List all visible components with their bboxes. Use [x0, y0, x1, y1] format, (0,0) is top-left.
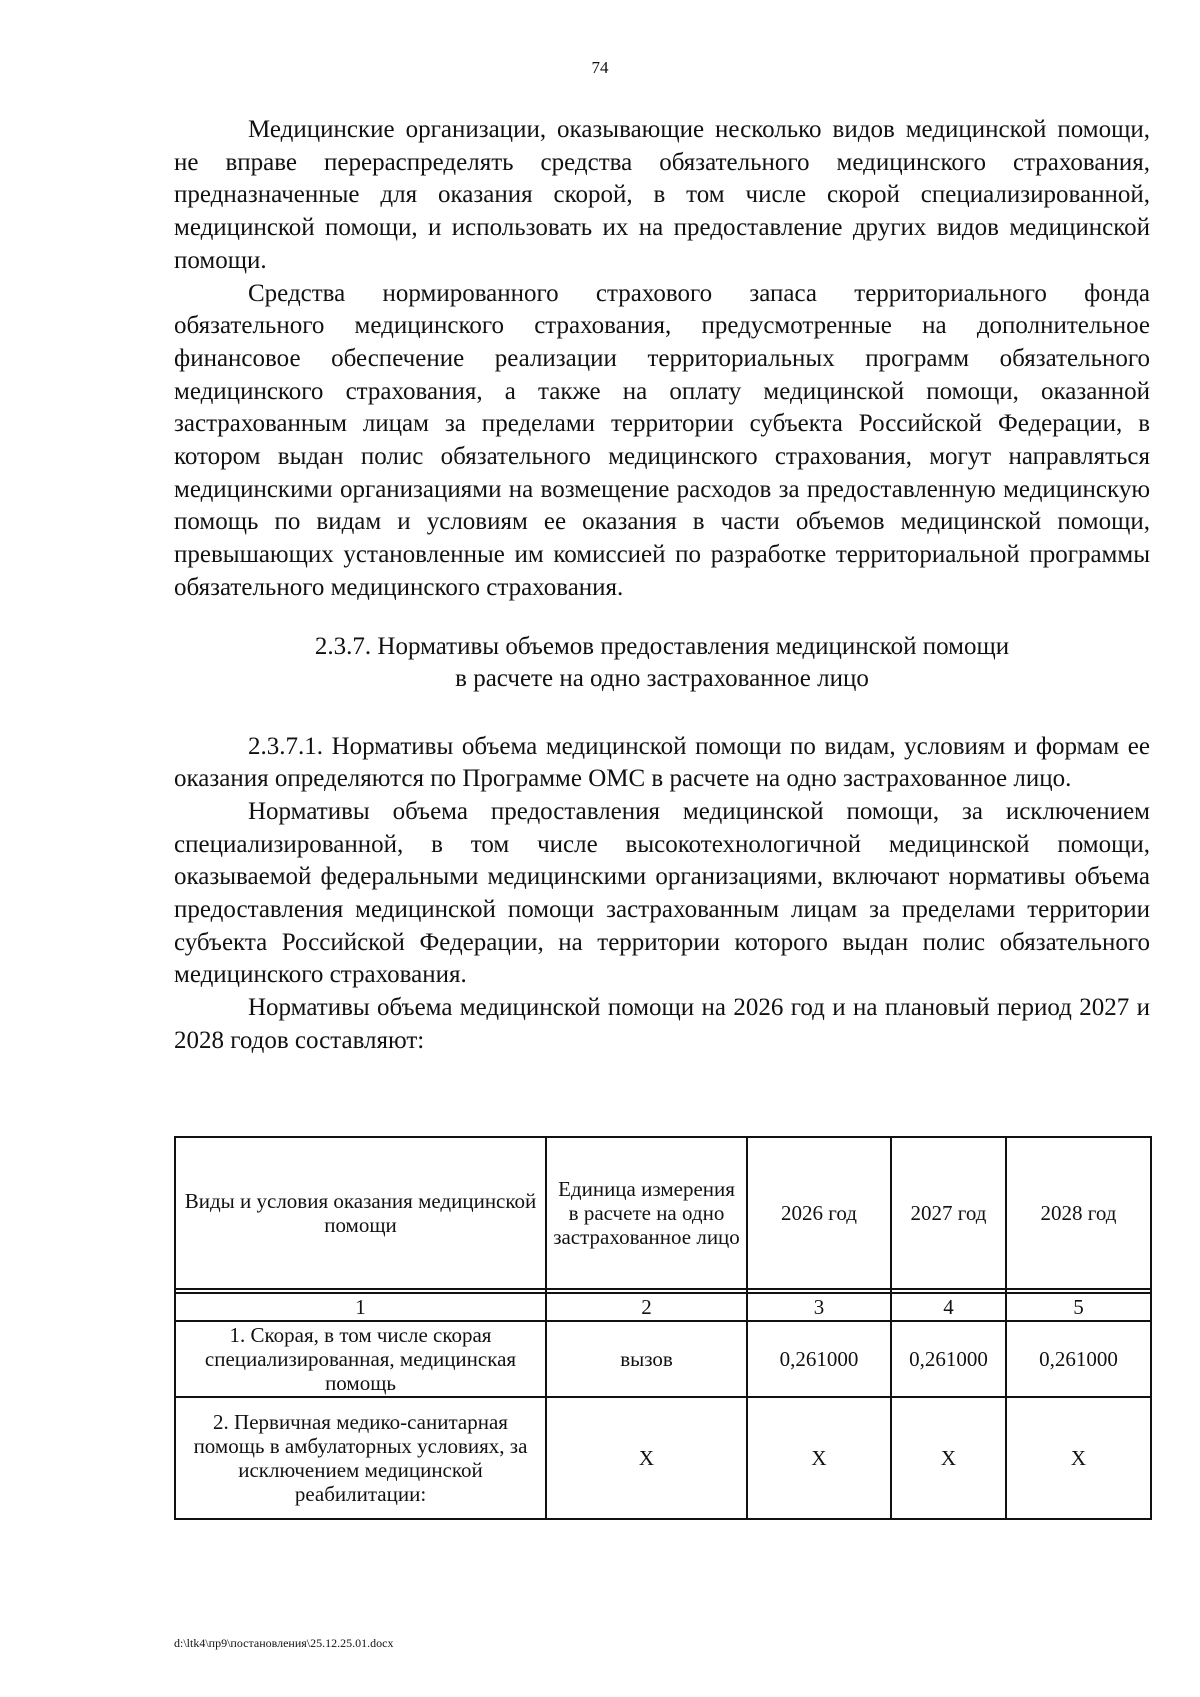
table-column-number: 5	[1006, 1293, 1151, 1321]
document-body	[174, 114, 1150, 1058]
table-header-cell: 2027 год	[891, 1137, 1006, 1289]
table-header-row	[175, 1137, 1151, 1289]
table-header-cell: Единица измерения в расчете на одно застрахованное лицо	[546, 1137, 747, 1289]
paragraph: 2.3.7.1. Нормативы объема медицинской помощи по видам, условиям и формам ее оказания определяются по Программе ОМС в расчете на одно застрахованное лицо.	[174, 732, 1150, 793]
paragraph: Медицинские организации, оказывающие несколько видов медицинской помощи, не вправе перераспределять средства обязательного медицинского страхования, предназначенные для оказания скорой, в том числе скорой специализированной, медицинской помощи, и использовать их на предоставление других видов медицинской помощи.	[174, 116, 1150, 274]
section-heading	[174, 631, 1150, 695]
table-cell: Х	[747, 1397, 891, 1519]
table-row	[175, 1397, 1151, 1519]
section-heading-line: 2.3.7. Нормативы объемов предоставления медицинской помощи	[314, 632, 1010, 660]
paragraph: Нормативы объема медицинской помощи на 2026 год и на плановый период 2027 и 2028 годов составляют:	[174, 994, 1150, 1054]
section-heading-line: в расчете на одно застрахованное лицо	[455, 664, 869, 692]
table-column-number-row	[175, 1293, 1151, 1321]
paragraph: Средства нормированного страхового запаса территориального фонда обязательного медицинского страхования, предусмотренные на дополнительное финансовое обеспечение реализации территориальных программ обязательного медицинского страхования, а также на оплату медицинской помощи, оказанной застрахованным лицам за пределами территории субъекта Российской Федерации, в котором выдан полис обязательного медицинского страхования, могут направляться медицинскими организациями на возмещение расходов за предоставленную медицинскую помощь по видам и условиям ее оказания в части объемов медицинской помощи, превышающих установленные им комиссией по разработке территориальной программы обязательного медицинского страхования.	[174, 279, 1150, 601]
table-cell: Х	[1006, 1397, 1151, 1519]
table-column-number: 1	[175, 1293, 546, 1321]
table-column-number: 4	[891, 1293, 1006, 1321]
table-cell: Х	[546, 1397, 747, 1519]
table-header-cell: 2028 год	[1006, 1137, 1151, 1289]
page-number: 74	[591, 58, 609, 77]
table-row	[175, 1321, 1151, 1397]
table-header-cell: Виды и условия оказания медицинской помощи	[175, 1137, 546, 1289]
table-cell: 0,261000	[891, 1321, 1006, 1397]
table-column-number: 2	[546, 1293, 747, 1321]
footer-file-path: d:\ltk4\пр9\постановления\25.12.25.01.docx	[174, 1636, 394, 1650]
table-cell: Х	[891, 1397, 1006, 1519]
table-cell: 2. Первичная медико-санитарная помощь в амбулаторных условиях, за исключением медицинской реабилитации:	[175, 1397, 546, 1519]
table-cell: вызов	[546, 1321, 747, 1397]
volume-standards-table	[174, 1136, 1150, 1520]
table-header-cell: 2026 год	[747, 1137, 891, 1289]
table-cell: 1. Скорая, в том числе скорая специализированная, медицинская помощь	[175, 1321, 546, 1397]
table-cell: 0,261000	[747, 1321, 891, 1397]
table-column-number: 3	[747, 1293, 891, 1321]
table-cell: 0,261000	[1006, 1321, 1151, 1397]
paragraph: Нормативы объема предоставления медицинской помощи, за исключением специализированной, в том числе высокотехнологичной медицинской помощи, оказываемой федеральными медицинскими организациями, включают нормативы объема предоставления медицинской помощи застрахованным лицам за пределами территории субъекта Российской Федерации, на территории которого выдан полис обязательного медицинского страхования.	[174, 797, 1150, 989]
